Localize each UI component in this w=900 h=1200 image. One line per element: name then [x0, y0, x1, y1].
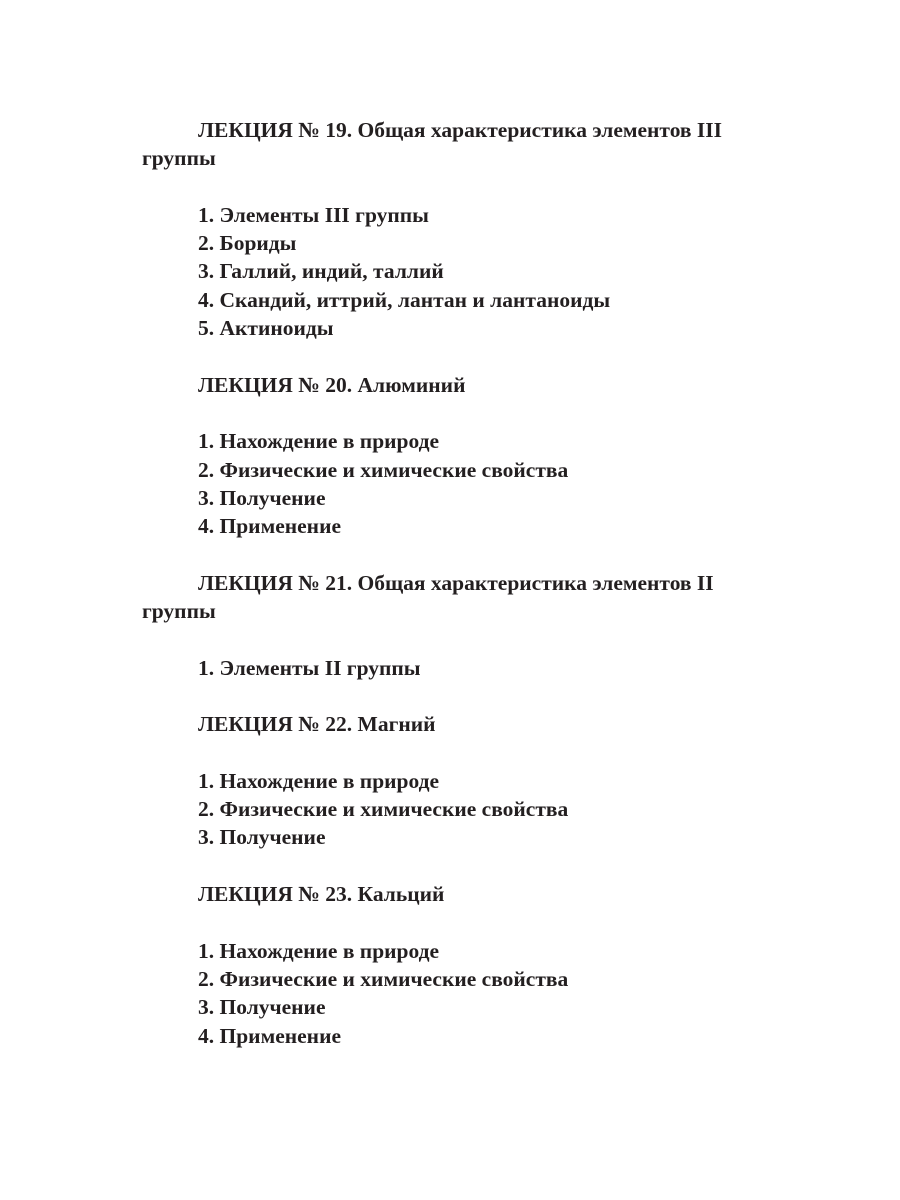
topic-list	[142, 427, 782, 540]
topic-list	[142, 201, 782, 342]
topic-item: 2. Физические и химические свойства	[198, 457, 569, 482]
topic-item: 1. Элементы III группы	[198, 202, 429, 227]
topic-list	[142, 654, 782, 682]
lecture-title: ЛЕКЦИЯ № 23. Кальций	[198, 882, 445, 907]
topic-item: 2. Физические и химические свойства	[198, 966, 569, 991]
topic-item: 4. Применение	[198, 514, 342, 539]
document-page	[142, 116, 782, 1078]
topic-item: 3. Получение	[198, 485, 326, 510]
topic-item: 2. Физические и химические свойства	[198, 797, 569, 822]
topic-item: 3. Галлий, индий, таллий	[198, 259, 444, 284]
lecture-title: ЛЕКЦИЯ № 21. Общая характеристика элементов II группы	[142, 570, 714, 624]
lecture-title: ЛЕКЦИЯ № 20. Алюминий	[198, 372, 466, 397]
lecture-21	[142, 569, 782, 682]
lecture-22	[142, 710, 782, 851]
topic-item: 2. Бориды	[198, 231, 297, 256]
topic-list	[142, 767, 782, 852]
lecture-23	[142, 880, 782, 1050]
lecture-20	[142, 371, 782, 541]
topic-item: 4. Применение	[198, 1023, 342, 1048]
topic-item: 1. Нахождение в природе	[198, 938, 440, 963]
topic-item: 1. Нахождение в природе	[198, 768, 440, 793]
topic-list	[142, 937, 782, 1050]
topic-item: 4. Скандий, иттрий, лантан и лантаноиды	[198, 287, 611, 312]
lecture-title: ЛЕКЦИЯ № 22. Магний	[198, 712, 436, 737]
topic-item: 5. Актиноиды	[198, 316, 334, 341]
lecture-title: ЛЕКЦИЯ № 19. Общая характеристика элементов III группы	[142, 118, 723, 171]
lecture-19	[142, 116, 782, 342]
topic-item: 1. Элементы II группы	[198, 655, 421, 680]
topic-item: 1. Нахождение в природе	[198, 429, 440, 454]
topic-item: 3. Получение	[198, 995, 326, 1020]
topic-item: 3. Получение	[198, 825, 326, 850]
